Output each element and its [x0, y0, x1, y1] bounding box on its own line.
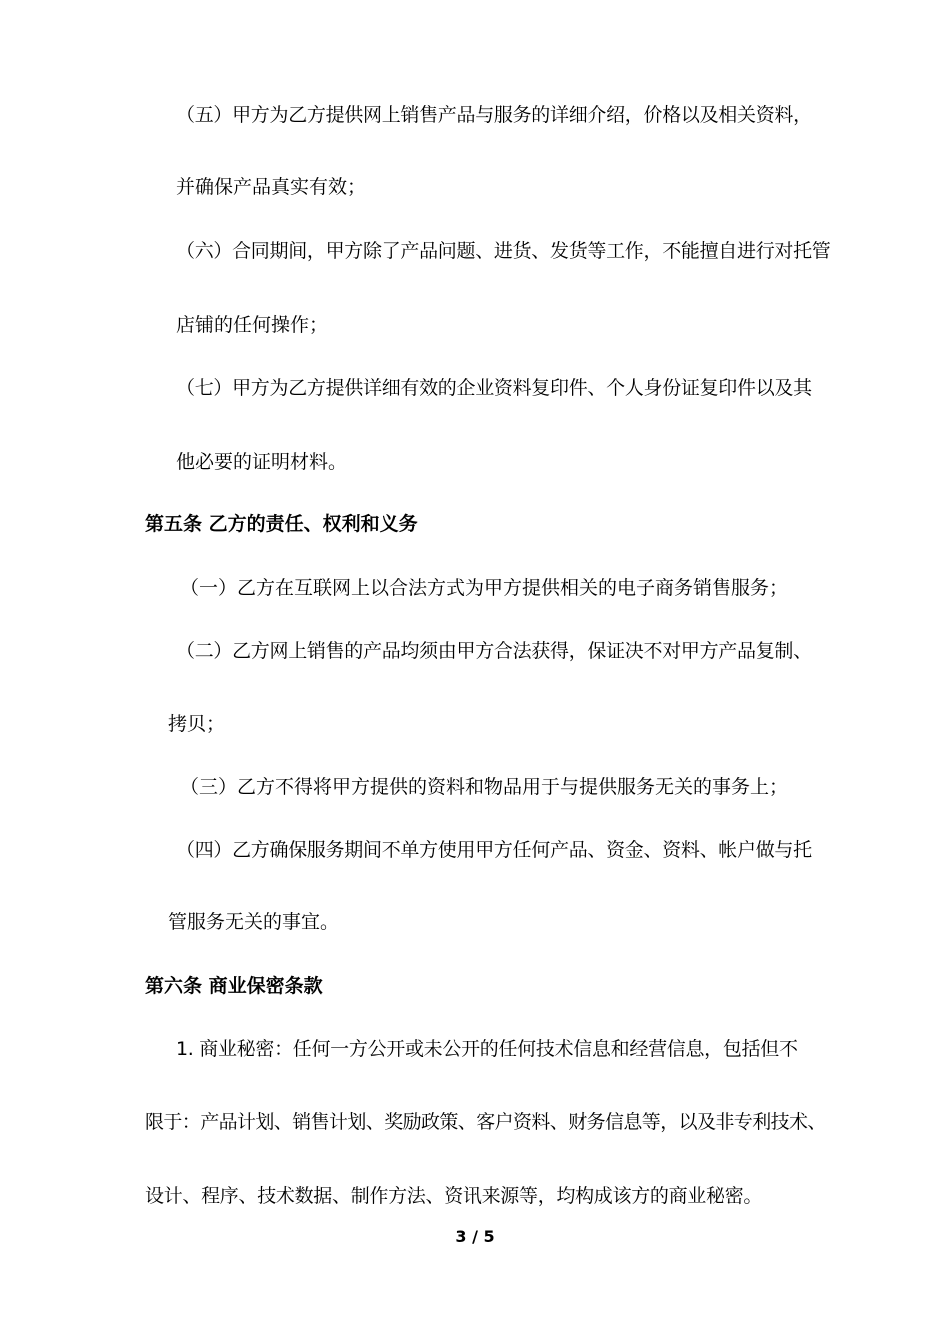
- section-heading: 第五条 乙方的责任、权利和义务: [145, 513, 418, 535]
- paragraph-line: 管服务无关的事宜。: [168, 911, 340, 933]
- paragraph-line: 拷贝；: [168, 713, 226, 735]
- paragraph-line: （六）合同期间，甲方除了产品问题、进货、发货等工作，不能擅自进行对托管: [176, 240, 831, 262]
- paragraph-line: 店铺的任何操作；: [176, 314, 329, 336]
- paragraph-line: （一）乙方在互联网上以合法方式为甲方提供相关的电子商务销售服务；: [180, 577, 789, 599]
- paragraph-line: （四）乙方确保服务期间不单方使用甲方任何产品、资金、资料、帐户做与托: [176, 839, 812, 861]
- paragraph-line: 限于：产品计划、销售计划、奖励政策、客户资料、财务信息等，以及非专利技术、: [145, 1111, 826, 1133]
- paragraph-line: 设计、程序、技术数据、制作方法、资讯来源等，均构成该方的商业秘密。: [145, 1185, 763, 1207]
- paragraph-line: 他必要的证明材料。: [176, 451, 348, 473]
- section-heading: 第六条 商业保密条款: [145, 975, 323, 997]
- paragraph-line: （二）乙方网上销售的产品均须由甲方合法获得，保证决不对甲方产品复制、: [176, 640, 812, 662]
- paragraph-line: 并确保产品真实有效；: [176, 176, 367, 198]
- paragraph-line: （三）乙方不得将甲方提供的资料和物品用于与提供服务无关的事务上；: [180, 776, 789, 798]
- page-number: 3 / 5: [455, 1227, 495, 1246]
- paragraph-line: （五）甲方为乙方提供网上销售产品与服务的详细介绍，价格以及相关资料，: [176, 104, 812, 126]
- paragraph-line: 1. 商业秘密：任何一方公开或未公开的任何技术信息和经营信息，包括但不: [176, 1038, 798, 1060]
- paragraph-line: （七）甲方为乙方提供详细有效的企业资料复印件、个人身份证复印件以及其: [176, 377, 812, 399]
